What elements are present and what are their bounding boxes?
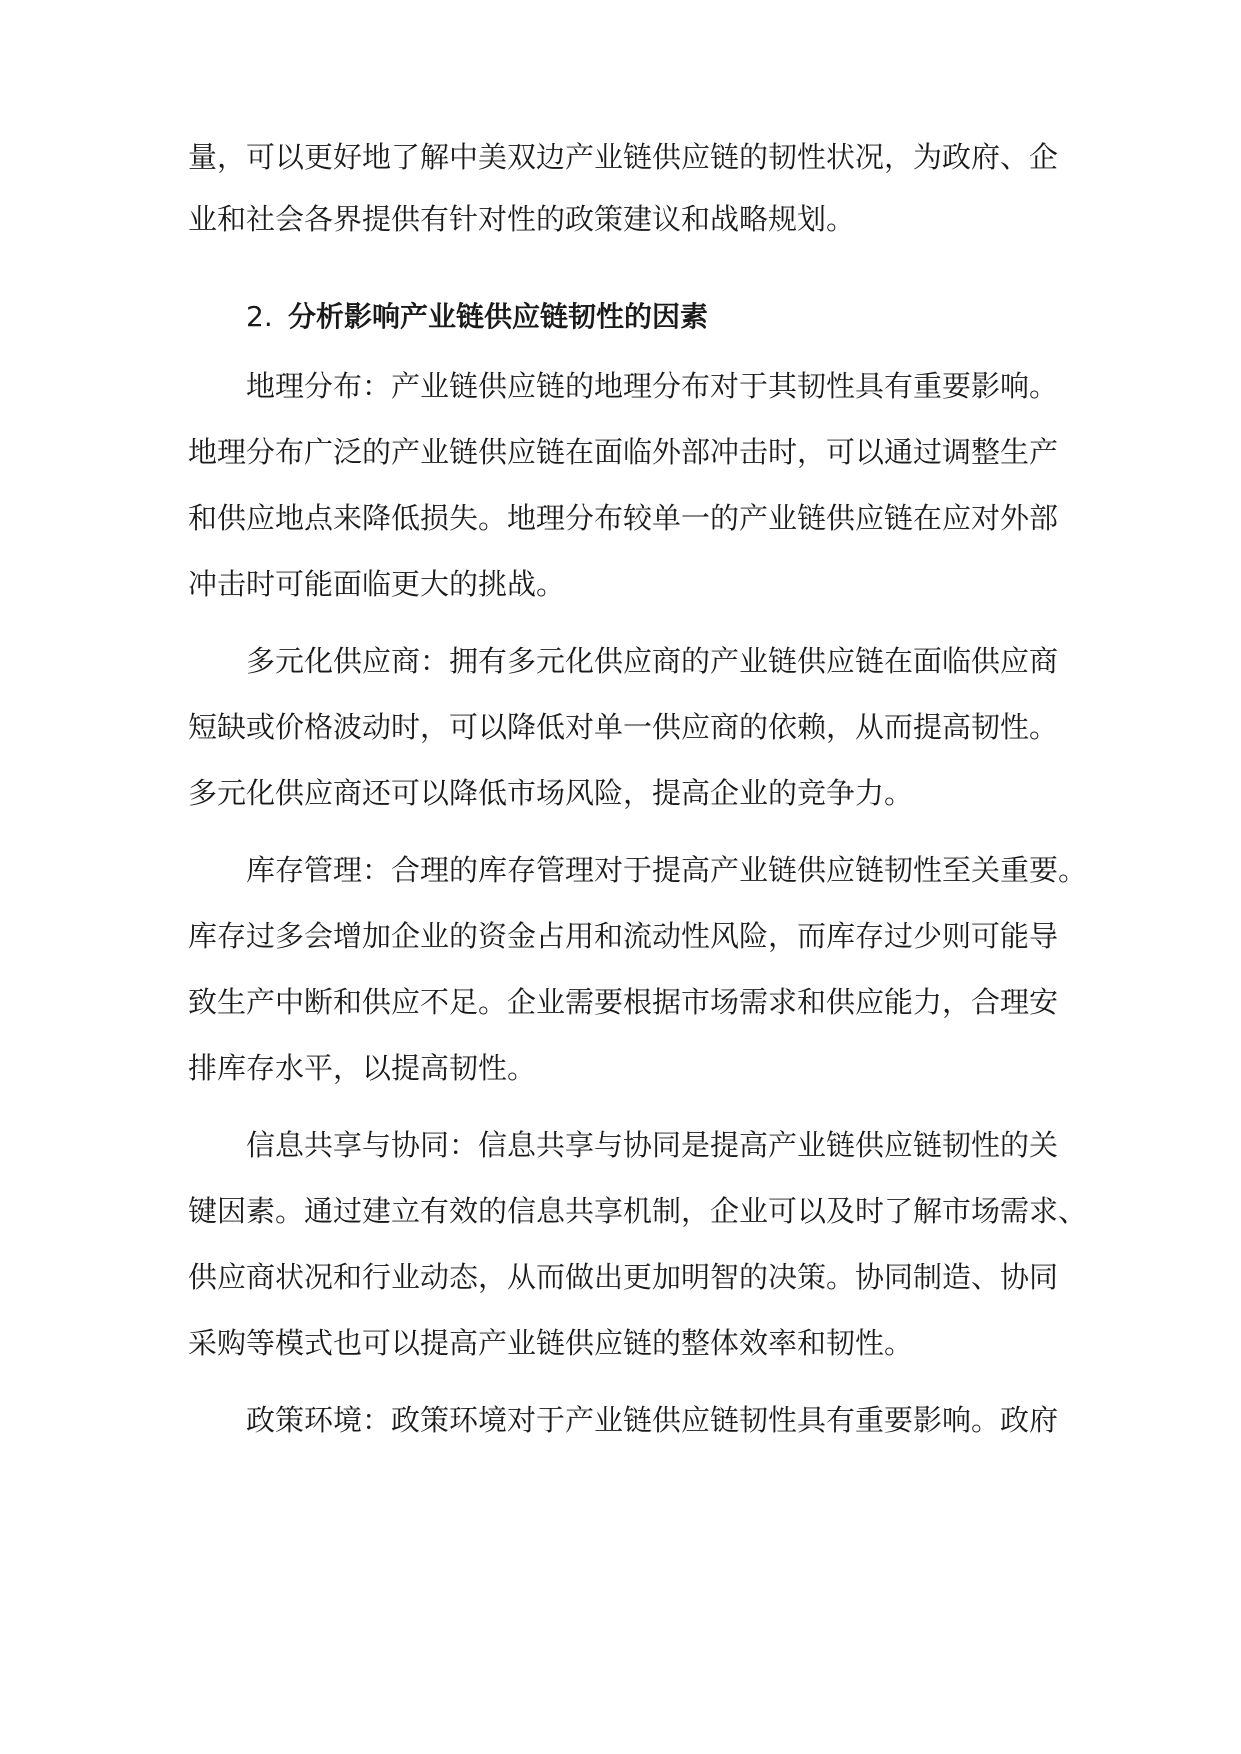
section-heading — [246, 297, 708, 337]
paragraph-4-line-4: 采购等模式也可以提高产业链供应链的整体效率和韧性。 — [188, 1326, 914, 1360]
section-number: 2. — [246, 300, 273, 333]
paragraph-3-line-1: 库存管理：合理的库存管理对于提高产业链供应链韧性至关重要。 — [246, 853, 1088, 887]
paragraph-4-line-2: 键因素。通过建立有效的信息共享机制，企业可以及时了解市场需求、 — [188, 1194, 1088, 1228]
paragraph-4-line-1: 信息共享与协同：信息共享与协同是提高产业链供应链韧性的关 — [246, 1128, 1059, 1162]
paragraph-1-line-1: 地理分布：产业链供应链的地理分布对于其韧性具有重要影响。 — [246, 369, 1059, 403]
paragraph-1-line-4: 冲击时可能面临更大的挑战。 — [188, 567, 566, 601]
paragraph-3-line-4: 排库存水平，以提高韧性。 — [188, 1051, 537, 1085]
paragraph-3-line-2: 库存过多会增加企业的资金占用和流动性风险，而库存过少则可能导 — [188, 919, 1059, 953]
paragraph-2-line-1: 多元化供应商：拥有多元化供应商的产业链供应链在面临供应商 — [246, 644, 1059, 678]
paragraph-5-line-1: 政策环境：政策环境对于产业链供应链韧性具有重要影响。政府 — [246, 1403, 1059, 1437]
section-title: 分析影响产业链供应链韧性的因素 — [288, 300, 709, 333]
intro-line-1: 量，可以更好地了解中美双边产业链供应链的韧性状况，为政府、企 — [188, 140, 1059, 174]
paragraph-2-line-2: 短缺或价格波动时，可以降低对单一供应商的依赖，从而提高韧性。 — [188, 710, 1059, 744]
paragraph-3-line-3: 致生产中断和供应不足。企业需要根据市场需求和供应能力，合理安 — [188, 985, 1059, 1019]
intro-line-2: 业和社会各界提供有针对性的政策建议和战略规划。 — [188, 202, 856, 236]
paragraph-4-line-3: 供应商状况和行业动态，从而做出更加明智的决策。协同制造、协同 — [188, 1260, 1059, 1294]
paragraph-1-line-3: 和供应地点来降低损失。地理分布较单一的产业链供应链在应对外部 — [188, 501, 1059, 535]
paragraph-1-line-2: 地理分布广泛的产业链供应链在面临外部冲击时，可以通过调整生产 — [188, 435, 1059, 469]
paragraph-2-line-3: 多元化供应商还可以降低市场风险，提高企业的竞争力。 — [188, 776, 914, 810]
